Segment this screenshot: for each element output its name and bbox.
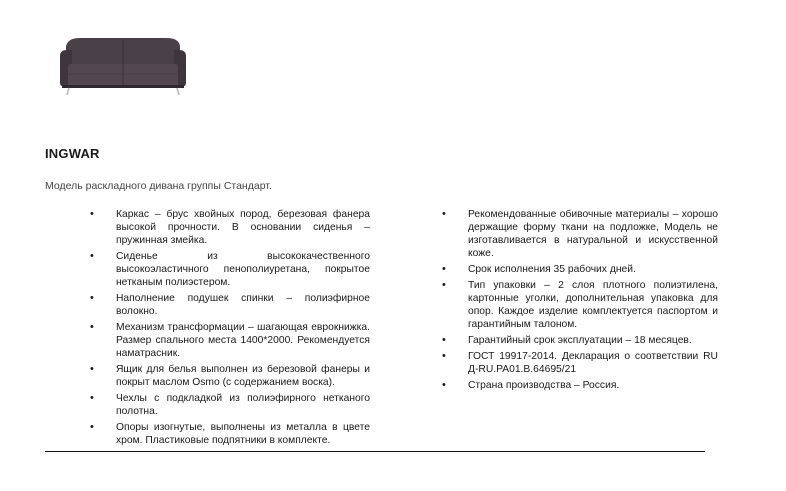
feature-item: • Страна производства – Россия. <box>442 379 718 392</box>
feature-item: • Опоры изогнутые, выполнены из металла в цвете хром. Пластиковые подпятники в комплекте. <box>90 421 370 447</box>
footer-divider <box>45 451 705 452</box>
feature-item: • Наполнение подушек спинки – полиэфирное волокно. <box>90 292 370 318</box>
features-list-right <box>442 208 718 395</box>
sofa-product-image <box>58 34 188 96</box>
feature-item: • ГОСТ 19917-2014. Декларация о соответствии RU Д-RU.PA01.B.64695/21 <box>442 350 718 376</box>
features-list-left <box>90 208 370 450</box>
feature-item: • Каркас – брус хвойных пород, березовая фанера высокой прочности. В основании сиденья – пружинная змейка. <box>90 208 370 247</box>
feature-item: • Рекомендованные обивочные материалы – хорошо держащие форму ткани на подложке, Модель не изготавливается в натуральной и искусственной коже. <box>442 208 718 260</box>
feature-item: • Ящик для белья выполнен из березовой фанеры и покрыт маслом Osmo (с содержанием воска). <box>90 363 370 389</box>
feature-item: • Механизм трансформации – шагающая еврокнижка. Размер спального места 1400*2000. Рекомендуется наматрасник. <box>90 321 370 360</box>
feature-item: • Сиденье из высококачественного высокоэластичного пенополиуретана, покрытое нетканым полиэстером. <box>90 250 370 289</box>
feature-item: • Срок исполнения 35 рабочих дней. <box>442 263 718 276</box>
feature-item: • Тип упаковки – 2 слоя плотного полиэтилена, картонные уголки, дополнительная упаковка для опор. Каждое изделие комплектуется паспортом и гарантийным талоном. <box>442 279 718 331</box>
product-title: INGWAR <box>45 146 100 161</box>
product-description: Модель раскладного дивана группы Стандарт. <box>45 180 272 192</box>
feature-item: • Гарантийный срок эксплуатации – 18 месяцев. <box>442 334 718 347</box>
feature-item: • Чехлы с подкладкой из полиэфирного нетканого полотна. <box>90 392 370 418</box>
